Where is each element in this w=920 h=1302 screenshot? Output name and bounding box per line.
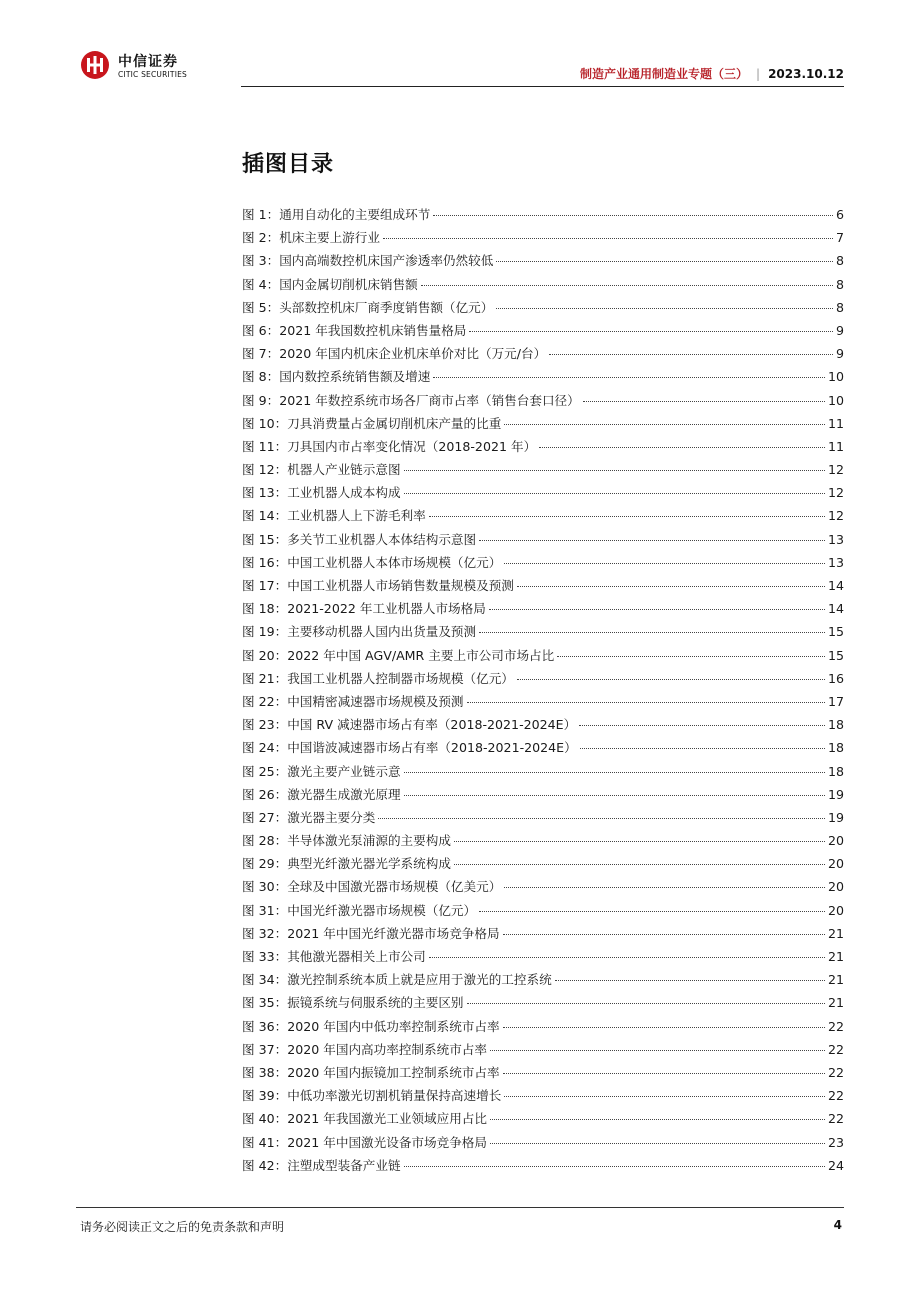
report-date: 2023.10.12 — [768, 66, 844, 81]
toc-entry-label: 图 18：2021-2022 年工业机器人市场格局 — [242, 601, 486, 617]
toc-entry-label: 图 34：激光控制系统本质上就是应用于激光的工控系统 — [242, 972, 552, 988]
toc-entry[interactable] — [242, 436, 844, 459]
toc-entry[interactable] — [242, 714, 844, 737]
toc-dot-leader — [504, 563, 825, 564]
toc-dot-leader — [517, 679, 825, 680]
toc-entry[interactable] — [242, 1108, 844, 1131]
toc-dot-leader — [429, 516, 825, 517]
toc-entry-label: 图 29：典型光纤激光器光学系统构成 — [242, 856, 451, 872]
toc-entry[interactable] — [242, 900, 844, 923]
toc-entry[interactable] — [242, 482, 844, 505]
toc-entry[interactable] — [242, 923, 844, 946]
toc-dot-leader — [454, 841, 825, 842]
toc-entry[interactable] — [242, 297, 844, 320]
toc-entry-page: 19 — [827, 809, 844, 825]
figure-list — [242, 204, 844, 1178]
toc-entry-page: 16 — [827, 670, 844, 686]
page-number: 4 — [833, 1218, 842, 1232]
toc-entry-page: 8 — [835, 253, 844, 269]
toc-entry[interactable] — [242, 598, 844, 621]
toc-entry-label: 图 19：主要移动机器人国内出货量及预测 — [242, 624, 477, 640]
toc-entry-label: 图 28：半导体激光泵浦源的主要构成 — [242, 833, 451, 849]
toc-entry[interactable] — [242, 505, 844, 528]
toc-dot-leader — [479, 911, 825, 912]
toc-dot-leader — [383, 238, 833, 239]
toc-dot-leader — [496, 308, 833, 309]
toc-dot-leader — [583, 401, 825, 402]
toc-entry-page: 10 — [827, 369, 844, 385]
toc-entry-label: 图 22：中国精密减速器市场规模及预测 — [242, 693, 464, 709]
toc-entry-label: 图 32：2021 年中国光纤激光器市场竞争格局 — [242, 925, 500, 941]
toc-entry-page: 14 — [827, 578, 844, 593]
toc-entry-page: 22 — [827, 1088, 844, 1104]
toc-entry[interactable] — [242, 830, 844, 853]
toc-entry-page: 18 — [827, 717, 844, 733]
toc-entry[interactable] — [242, 621, 844, 644]
toc-entry-label: 图 5：头部数控机床厂商季度销售额（亿元） — [242, 299, 494, 315]
toc-entry-label: 图 11：刀具国内市占率变化情况（2018-2021 年） — [242, 438, 537, 454]
toc-dot-leader — [421, 285, 833, 286]
toc-dot-leader — [479, 540, 825, 541]
toc-dot-leader — [496, 261, 833, 262]
toc-entry-page: 8 — [835, 276, 844, 292]
toc-entry-page: 7 — [835, 230, 844, 246]
toc-entry-page: 15 — [827, 624, 844, 640]
toc-entry-label: 图 16：中国工业机器人本体市场规模（亿元） — [242, 554, 502, 570]
toc-entry-label: 图 36：2020 年国内中低功率控制系统市占率 — [242, 1018, 500, 1034]
toc-entry-page: 13 — [827, 554, 844, 570]
toc-entry-page: 10 — [827, 392, 844, 408]
toc-entry[interactable] — [242, 876, 844, 899]
toc-dot-leader — [467, 702, 825, 703]
toc-entry[interactable] — [242, 1062, 844, 1085]
toc-entry-page: 24 — [827, 1157, 844, 1173]
toc-entry-page: 21 — [827, 925, 844, 941]
toc-entry-label: 图 7：2020 年国内机床企业机床单价对比（万元/台） — [242, 346, 547, 362]
toc-entry[interactable] — [242, 969, 844, 992]
toc-entry-page: 23 — [827, 1134, 844, 1150]
toc-entry-page: 20 — [827, 833, 844, 849]
toc-entry-label: 图 1：通用自动化的主要组成环节 — [242, 207, 431, 222]
toc-dot-leader — [404, 1166, 825, 1167]
toc-entry-page: 11 — [827, 415, 844, 431]
toc-entry-label: 图 12：机器人产业链示意图 — [242, 462, 401, 478]
toc-entry[interactable] — [242, 807, 844, 830]
page-title: 插图目录 — [242, 152, 335, 177]
toc-entry[interactable] — [242, 1085, 844, 1108]
toc-entry-label: 图 4：国内金属切削机床销售额 — [242, 276, 418, 292]
toc-dot-leader — [503, 1027, 825, 1028]
toc-dot-leader — [467, 1003, 825, 1004]
toc-entry[interactable] — [242, 1039, 844, 1062]
toc-entry-page: 18 — [827, 763, 844, 779]
toc-entry-page: 9 — [835, 322, 844, 338]
toc-entry-label: 图 3：国内高端数控机床国产渗透率仍然较低 — [242, 253, 494, 269]
toc-entry-page: 13 — [827, 531, 844, 547]
toc-dot-leader — [504, 1096, 825, 1097]
toc-entry[interactable] — [242, 390, 844, 413]
toc-entry-label: 图 14：工业机器人上下游毛利率 — [242, 508, 426, 524]
toc-entry-page: 21 — [827, 972, 844, 988]
toc-entry-page: 9 — [835, 346, 844, 362]
toc-dot-leader — [490, 1143, 825, 1144]
toc-entry-page: 20 — [827, 902, 844, 918]
toc-entry[interactable] — [242, 250, 844, 273]
toc-entry-label: 图 26：激光器生成激光原理 — [242, 786, 401, 802]
toc-entry[interactable] — [242, 274, 844, 297]
toc-entry-page: 15 — [827, 647, 844, 663]
toc-entry-label: 图 41：2021 年中国激光设备市场竞争格局 — [242, 1134, 487, 1150]
toc-entry-label: 图 40：2021 年我国激光工业领域应用占比 — [242, 1111, 487, 1127]
citic-logo-icon — [80, 50, 110, 80]
toc-dot-leader — [404, 795, 825, 796]
toc-dot-leader — [579, 725, 825, 726]
toc-entry[interactable] — [242, 320, 844, 343]
toc-dot-leader — [503, 1073, 825, 1074]
toc-dot-leader — [490, 1050, 825, 1051]
toc-entry-label: 图 20：2022 年中国 AGV/AMR 主要上市公司市场占比 — [242, 647, 555, 663]
toc-entry-page: 19 — [827, 786, 844, 802]
toc-dot-leader — [433, 377, 825, 378]
toc-dot-leader — [504, 424, 825, 425]
toc-entry-page: 12 — [827, 508, 844, 524]
logo-chinese-name: 中信证券 — [118, 54, 178, 70]
toc-dot-leader — [489, 609, 825, 610]
toc-entry-label: 图 21：我国工业机器人控制器市场规模（亿元） — [242, 670, 514, 686]
header-separator: | — [756, 66, 761, 81]
toc-dot-leader — [539, 447, 825, 448]
toc-entry[interactable] — [242, 1016, 844, 1039]
toc-entry[interactable] — [242, 413, 844, 436]
toc-entry[interactable] — [242, 552, 844, 575]
toc-entry[interactable] — [242, 227, 844, 250]
toc-entry-label: 图 13：工业机器人成本构成 — [242, 485, 401, 501]
toc-dot-leader — [504, 887, 825, 888]
toc-dot-leader — [490, 1119, 825, 1120]
toc-entry-page: 21 — [827, 949, 844, 964]
footer-disclaimer: 请务必阅读正文之后的免责条款和声明 — [80, 1220, 285, 1234]
toc-entry-label: 图 8：国内数控系统销售额及增速 — [242, 369, 431, 385]
toc-entry-label: 图 30：全球及中国激光器市场规模（亿美元） — [242, 879, 502, 895]
toc-dot-leader — [433, 215, 833, 216]
toc-entry-label: 图 25：激光主要产业链示意 — [242, 763, 401, 779]
toc-entry-label: 图 42：注塑成型装备产业链 — [242, 1157, 401, 1173]
toc-entry[interactable] — [242, 853, 844, 876]
toc-entry-label: 图 2：机床主要上游行业 — [242, 230, 380, 246]
toc-entry[interactable] — [242, 529, 844, 552]
toc-entry-page: 18 — [827, 740, 844, 756]
toc-entry[interactable] — [242, 645, 844, 668]
toc-entry[interactable] — [242, 992, 844, 1015]
toc-entry-page: 11 — [827, 438, 844, 454]
toc-entry[interactable] — [242, 1155, 844, 1178]
toc-entry-label: 图 31：中国光纤激光器市场规模（亿元） — [242, 902, 477, 918]
toc-dot-leader — [469, 331, 833, 332]
toc-entry-label: 图 27：激光器主要分类 — [242, 809, 376, 825]
footer-divider — [76, 1207, 844, 1208]
toc-entry-label: 图 9：2021 年数控系统市场各厂商市占率（销售台套口径） — [242, 392, 580, 408]
toc-entry-page: 21 — [827, 995, 844, 1011]
report-header — [580, 65, 844, 82]
toc-entry[interactable] — [242, 343, 844, 366]
toc-dot-leader — [404, 772, 825, 773]
toc-entry-page: 22 — [827, 1064, 844, 1080]
toc-entry-label: 图 35：振镜系统与伺服系统的主要区别 — [242, 995, 464, 1011]
toc-entry-page: 22 — [827, 1111, 844, 1127]
toc-dot-leader — [503, 934, 825, 935]
toc-entry-label: 图 17：中国工业机器人市场销售数量规模及预测 — [242, 578, 514, 593]
toc-dot-leader — [549, 354, 833, 355]
toc-entry-label: 图 23：中国 RV 减速器市场占有率（2018-2021-2024E） — [242, 717, 577, 733]
toc-entry-label: 图 39：中低功率激光切割机销量保持高速增长 — [242, 1088, 502, 1104]
toc-entry-page: 20 — [827, 879, 844, 895]
toc-entry-page: 6 — [835, 207, 844, 222]
toc-dot-leader — [429, 957, 825, 958]
toc-entry[interactable] — [242, 761, 844, 784]
toc-entry-label: 图 10：刀具消费量占金属切削机床产量的比重 — [242, 415, 502, 431]
toc-dot-leader — [454, 864, 825, 865]
toc-entry[interactable] — [242, 366, 844, 389]
toc-entry-page: 14 — [827, 601, 844, 617]
toc-entry[interactable] — [242, 1132, 844, 1155]
toc-entry[interactable] — [242, 691, 844, 714]
toc-entry[interactable] — [242, 459, 844, 482]
citic-logo — [80, 48, 210, 84]
toc-entry-label: 图 24：中国谐波减速器市场占有率（2018-2021-2024E） — [242, 740, 577, 756]
toc-dot-leader — [557, 656, 825, 657]
toc-entry-page: 17 — [827, 693, 844, 709]
toc-entry-label: 图 37：2020 年国内高功率控制系统市占率 — [242, 1041, 487, 1057]
header-divider — [241, 86, 844, 87]
toc-entry[interactable] — [242, 668, 844, 691]
toc-entry-label: 图 38：2020 年国内振镜加工控制系统市占率 — [242, 1064, 500, 1080]
toc-dot-leader — [404, 493, 825, 494]
toc-entry-page: 8 — [835, 299, 844, 315]
toc-entry[interactable] — [242, 737, 844, 760]
toc-entry[interactable] — [242, 204, 844, 227]
toc-entry[interactable] — [242, 784, 844, 807]
toc-entry-page: 12 — [827, 485, 844, 501]
toc-entry-page: 12 — [827, 462, 844, 478]
toc-entry[interactable] — [242, 946, 844, 969]
logo-english-name: CITIC SECURITIES — [118, 70, 188, 79]
toc-dot-leader — [479, 632, 825, 633]
toc-dot-leader — [517, 586, 825, 587]
toc-entry-page: 22 — [827, 1018, 844, 1034]
toc-dot-leader — [404, 470, 825, 471]
toc-dot-leader — [580, 748, 825, 749]
toc-entry-page: 22 — [827, 1041, 844, 1057]
toc-dot-leader — [555, 980, 825, 981]
toc-entry[interactable] — [242, 575, 844, 598]
toc-dot-leader — [378, 818, 825, 819]
toc-entry-label: 图 6：2021 年我国数控机床销售量格局 — [242, 322, 467, 338]
report-series-title: 制造产业通用制造业专题（三） — [580, 67, 749, 81]
toc-entry-label: 图 33：其他激光器相关上市公司 — [242, 949, 426, 964]
toc-entry-label: 图 15：多关节工业机器人本体结构示意图 — [242, 531, 477, 547]
toc-entry-page: 20 — [827, 856, 844, 872]
